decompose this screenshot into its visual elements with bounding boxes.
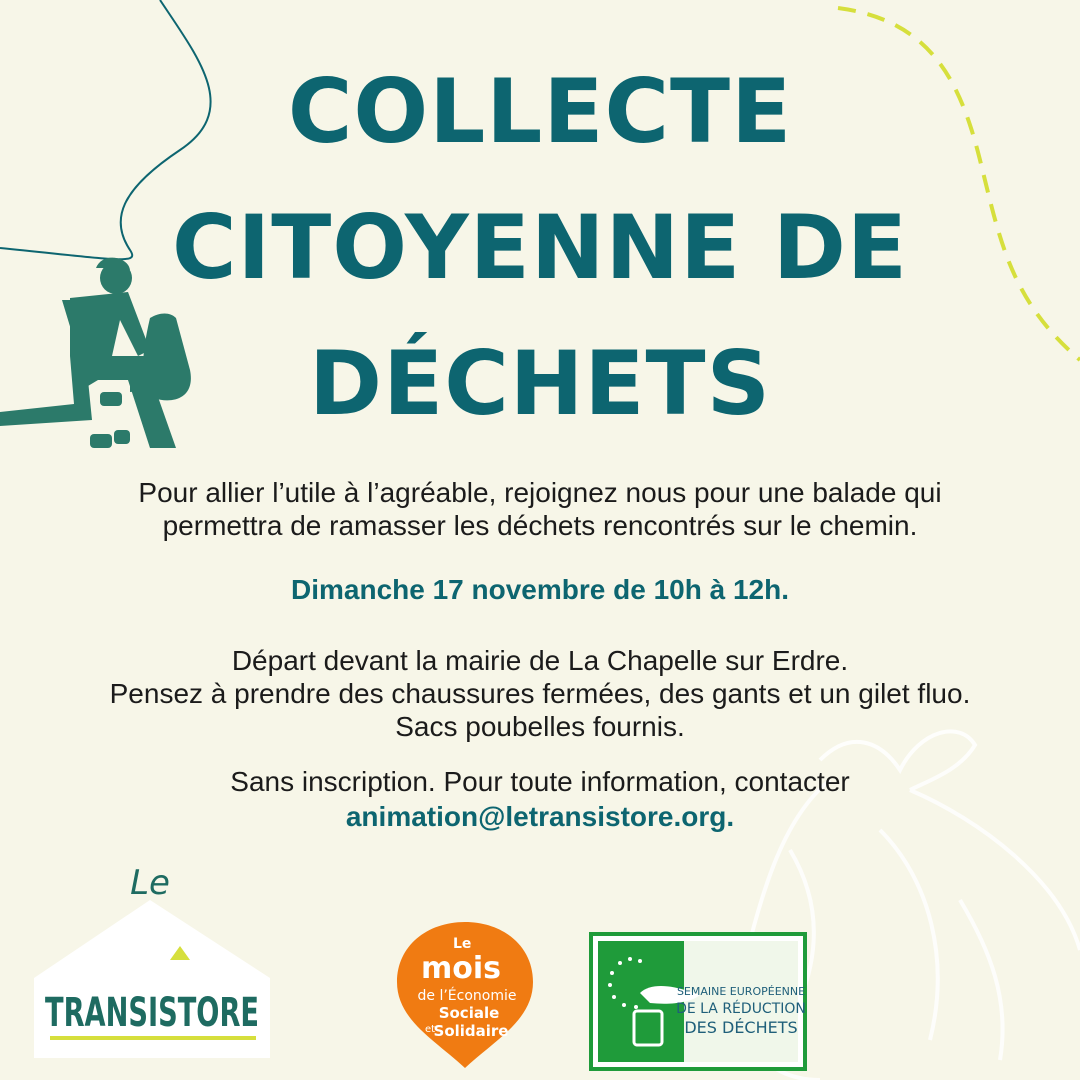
title-line-1: COLLECTE — [287, 60, 793, 163]
page-title — [0, 44, 1080, 452]
details-line-2: Pensez à prendre des chaussures fermées, des gants et un gilet fluo. — [109, 678, 971, 709]
contact-text: Sans inscription. Pour toute information, contacter — [230, 766, 850, 797]
mois-ess-de: de l’Économie — [417, 988, 517, 1004]
transistore-logo — [30, 850, 275, 1062]
intro-line-2: permettra de ramasser les déchets rencontrés sur le chemin. — [162, 510, 918, 541]
serd-logo — [590, 933, 806, 1070]
contact-email-link[interactable]: animation@letransistore.org. — [345, 801, 735, 832]
mois-ess-et: et — [425, 1024, 436, 1035]
details-line-1: Départ devant la mairie de La Chapelle sur Erdre. — [231, 645, 849, 676]
serd-line-1: SEMAINE EUROPÉENNE — [676, 985, 806, 998]
serd-line-2: DE LA RÉDUCTION — [676, 1001, 806, 1017]
intro-line-1: Pour allier l’utile à l’agréable, rejoignez nous pour une balade qui — [138, 477, 942, 508]
title-line-2: CITOYENNE DE — [171, 196, 909, 299]
mois-ess-logo — [395, 920, 535, 1070]
title-line-3: DÉCHETS — [309, 332, 771, 435]
contact-info — [40, 764, 1040, 834]
bin-icon — [634, 1011, 662, 1045]
details-line-3: Sacs poubelles fournis. — [395, 711, 685, 742]
mois-ess-le: Le — [453, 936, 472, 952]
intro-paragraph — [60, 476, 1020, 542]
event-date: Dimanche 17 novembre de 10h à 12h. — [291, 574, 789, 605]
transistore-logo-le: Le — [130, 863, 170, 903]
mois-ess-sociale: Sociale — [438, 1004, 500, 1022]
serd-line-3: DES DÉCHETS — [684, 1018, 798, 1037]
mois-ess-mois: mois — [420, 951, 502, 986]
event-details — [40, 644, 1040, 743]
mois-ess-solidaire: Solidaire — [433, 1022, 509, 1040]
transistore-logo-name: TRANSISTORE — [45, 990, 259, 1036]
